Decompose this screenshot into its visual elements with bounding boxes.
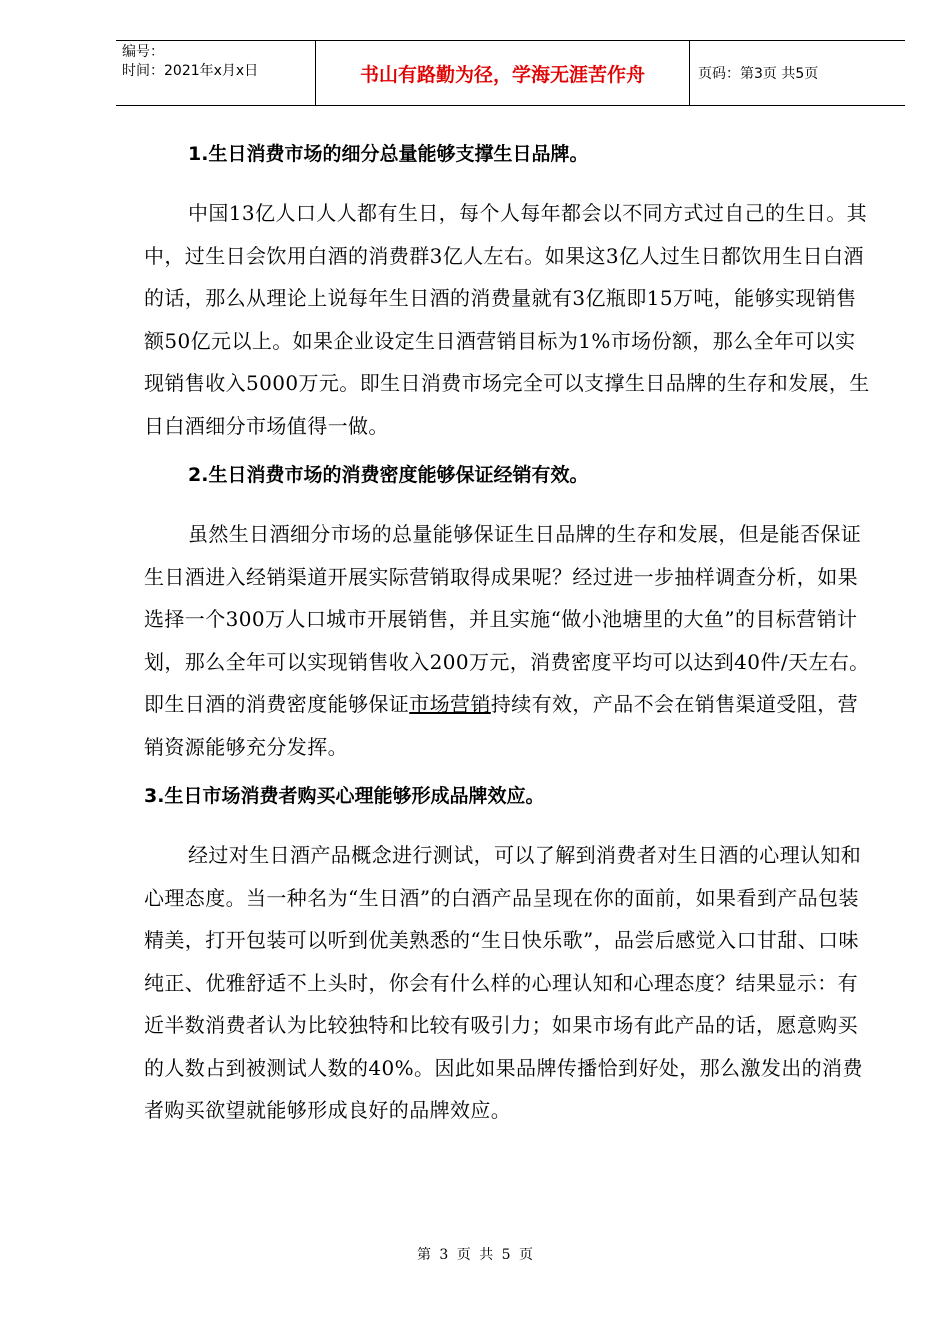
section-heading-1: 1.生日消费市场的细分总量能够支撑生日品牌。 [188,143,589,165]
section-paragraph-3: 经过对生日酒产品概念进行测试，可以了解到消费者对生日酒的心理认知和心理态度。当一种名为“生日酒”的白酒产品呈现在你的面前，如果看到产品包装精美，打开包装可以听到优美熟悉的“生日快乐歌”，品尝后感觉入口甘甜、口味纯正、优雅舒适不上头时，你会有什么样的心理认知和心理态度？结果显示：有近半数消费者认为比较独特和比较有吸引力；如果市场有此产品的话，愿意购买的人数占到被测试人数的40%。因此如果品牌传播恰到好处，那么激发出的消费者购买欲望就能够形成良好的品牌效应。 [144,843,863,1122]
section-paragraph-1: 中国13亿人口人人都有生日，每个人每年都会以不同方式过自己的生日。其中，过生日会饮用白酒的消费群3亿人左右。如果这3亿人过生日都饮用生日白酒的话，那么从理论上说每年生日酒的消费量就有3亿瓶即15万吨，能够实现销售额50亿元以上。如果企业设定生日酒营销目标为1%市场份额，那么全年可以实现销售收入5000万元。即生日消费市场完全可以支撑生日品牌的生存和发展，生日白酒细分市场值得一做。 [144,201,870,438]
section-heading-3: 3.生日市场消费者购买心理能够形成品牌效应。 [144,785,545,807]
marketing-link[interactable]: 市场营销 [409,692,491,716]
document-header [116,40,905,106]
header-meta [116,41,316,105]
section-heading-2: 2.生日消费市场的消费密度能够保证经销有效。 [188,464,589,486]
paragraph-text: 虽然生日酒细分市场的总量能够保证生日品牌的生存和发展，但是能否保证生日酒进入经销渠道开展实际营销取得成果呢？经过进一步抽样调查分析，如果选择一个300万人口城市开展销售，并且实施“做小池塘里的大鱼”的目标营销计划，那么全年可以实现销售收入200万元，消费密度平均可以达到40件/天左右。即生日酒的消费密度能够保证 [144,522,870,716]
header-page-info: 页码：第3页 共5页 [698,66,819,82]
document-body [144,126,874,1146]
serial-number-label: 编号： [122,44,164,60]
paragraph-text: 持续有效，产品不会在销售渠道受阻，营销资源能够充分发挥。 [144,692,859,759]
section-paragraph-2 [144,513,874,768]
date-label: 时间：2021年x月x日 [122,63,259,79]
page-footer: 第 3 页 共 5 页 [416,1247,534,1263]
header-motto: 书山有路勤为径，学海无涯苦作舟 [316,41,690,105]
